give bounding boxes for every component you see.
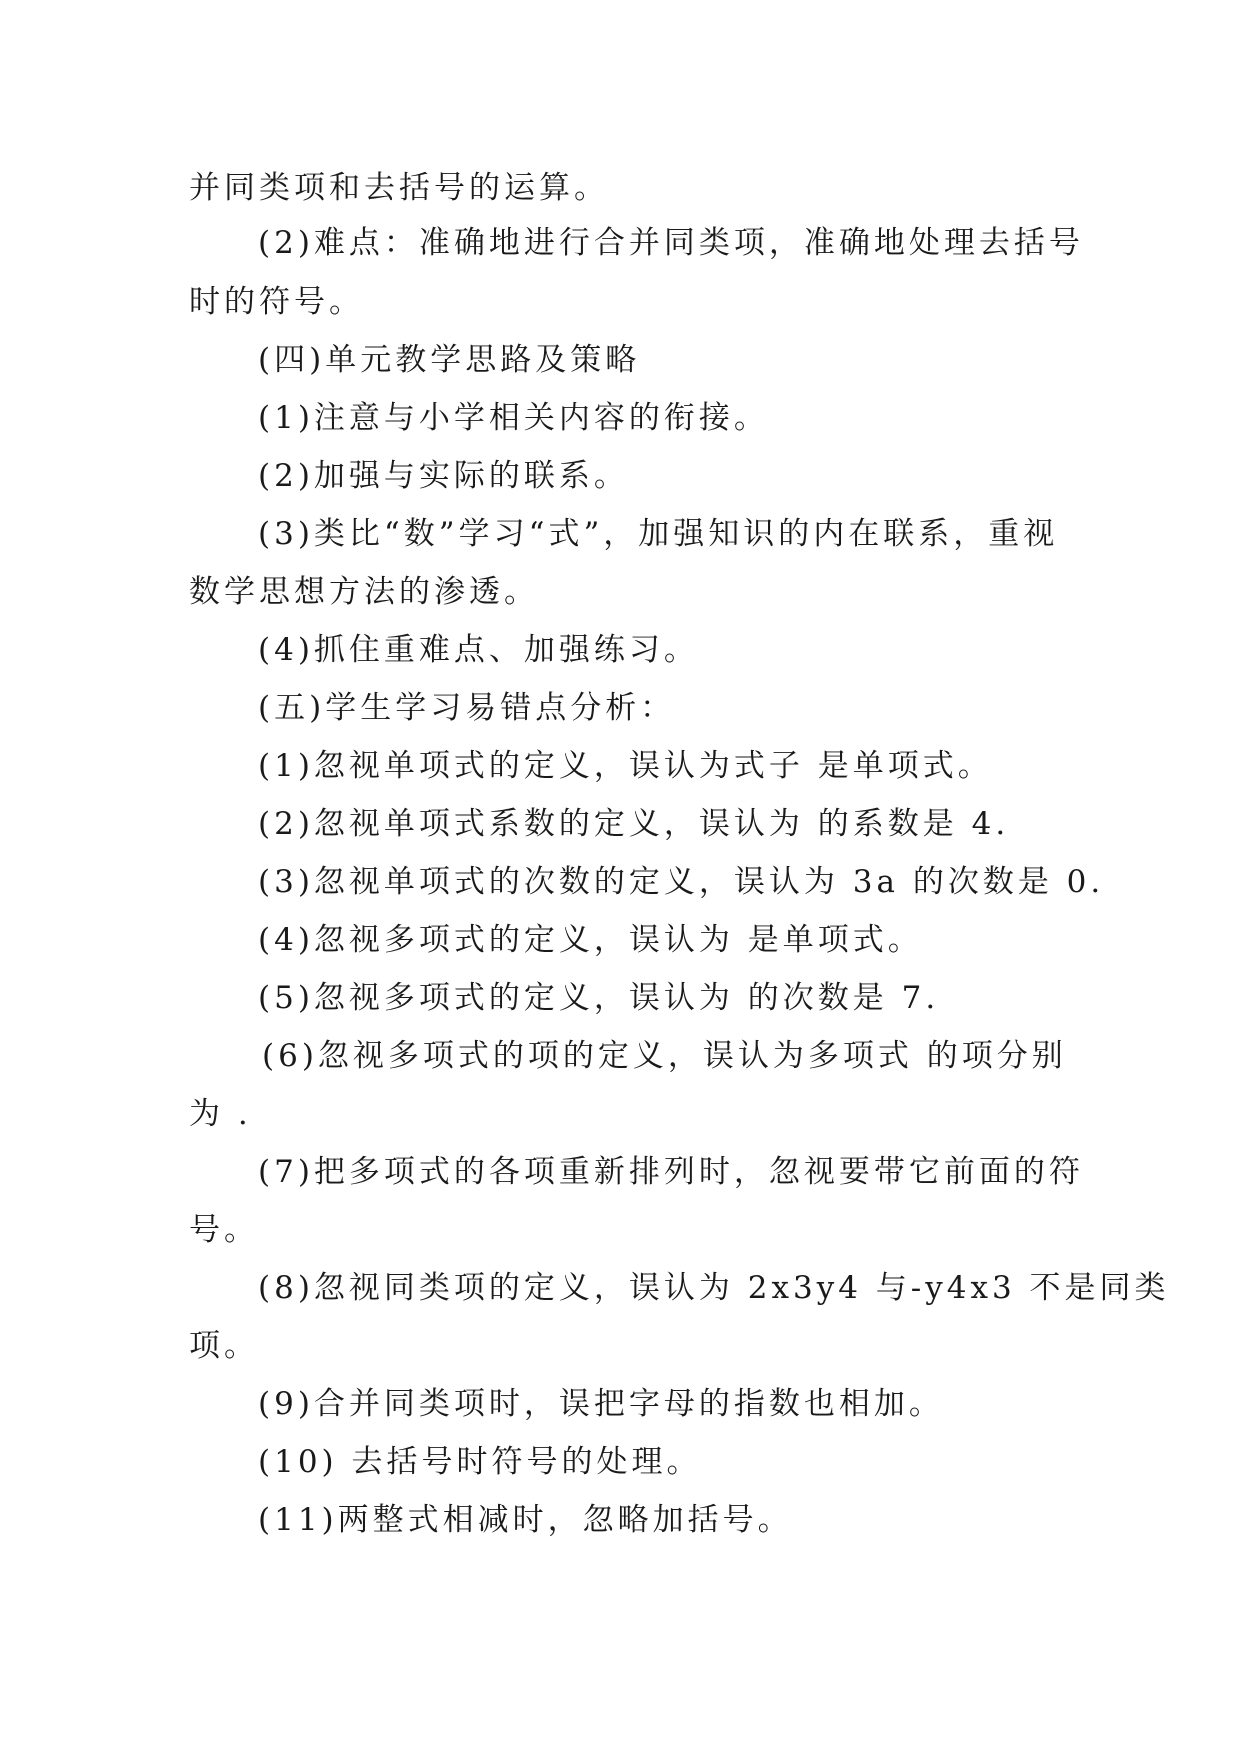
text-line-3: 时的符号。 bbox=[189, 284, 364, 320]
text-line-16: (6)忽视多项式的项的定义，误认为多项式 的项分别 bbox=[262, 1038, 1067, 1074]
text-line-19: 号。 bbox=[189, 1212, 259, 1248]
text-line-18: (7)把多项式的各项重新排列时，忽视要带它前面的符 bbox=[258, 1154, 1084, 1190]
text-line-5: (1)注意与小学相关内容的衔接。 bbox=[258, 400, 769, 436]
text-line-24: (11)两整式相减时，忽略加括号。 bbox=[258, 1502, 793, 1538]
text-line-6: (2)加强与实际的联系。 bbox=[258, 458, 629, 494]
section-heading-4: (四)单元教学思路及策略 bbox=[258, 342, 641, 378]
text-line-22: (9)合并同类项时，误把字母的指数也相加。 bbox=[258, 1386, 944, 1422]
text-line-13: (3)忽视单项式的次数的定义，误认为 3a 的次数是 0. bbox=[258, 864, 1105, 900]
text-line-9: (4)抓住重难点、加强练习。 bbox=[258, 632, 699, 668]
text-line-23: (10) 去括号时符号的处理。 bbox=[258, 1444, 702, 1480]
section-heading-5: (五)学生学习易错点分析： bbox=[258, 690, 676, 726]
text-line-2: (2)难点：准确地进行合并同类项，准确地处理去括号 bbox=[258, 225, 1084, 261]
text-line-15: (5)忽视多项式的定义，误认为 的次数是 7. bbox=[258, 980, 940, 1016]
text-line-7: (3)类比“数”学习“式”，加强知识的内在联系，重视 bbox=[258, 516, 1059, 552]
text-line-17: 为 . bbox=[189, 1096, 252, 1132]
text-line-20: (8)忽视同类项的定义，误认为 2x3y4 与-y4x3 不是同类 bbox=[258, 1270, 1170, 1306]
text-line-8: 数学思想方法的渗透。 bbox=[189, 574, 539, 610]
text-line-1: 并同类项和去括号的运算。 bbox=[189, 170, 609, 206]
text-line-12: (2)忽视单项式系数的定义，误认为 的系数是 4. bbox=[258, 806, 1010, 842]
text-line-21: 项。 bbox=[189, 1328, 259, 1364]
text-line-11: (1)忽视单项式的定义，误认为式子 是单项式。 bbox=[258, 748, 993, 784]
text-line-14: (4)忽视多项式的定义，误认为 是单项式。 bbox=[258, 922, 923, 958]
